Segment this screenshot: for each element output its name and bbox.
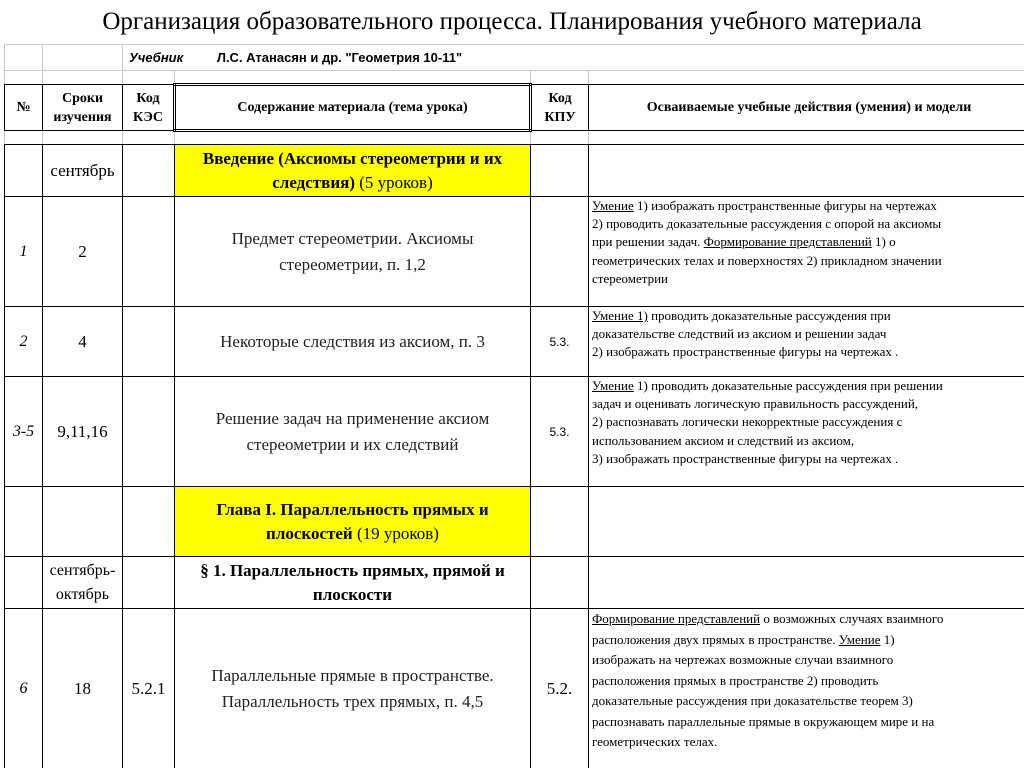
row-date: 2 bbox=[43, 197, 123, 307]
row-kpu: 5.2. bbox=[531, 609, 589, 768]
section-ch1-row bbox=[5, 487, 1024, 557]
row-date: 18 bbox=[43, 609, 123, 768]
section-intro-title: Введение (Аксиомы стереометрии и их следствия) (5 уроков) bbox=[175, 145, 531, 197]
section-intro-row bbox=[5, 145, 1024, 197]
spacer-row bbox=[5, 71, 1024, 85]
row-kpu: 5.3. bbox=[531, 307, 589, 377]
row-topic: Некоторые следствия из аксиом, п. 3 bbox=[175, 307, 531, 377]
textbook-label: Учебник bbox=[129, 49, 184, 65]
textbook-value: Л.С. Атанасян и др. "Геометрия 10-11" bbox=[216, 49, 463, 65]
row-skills: Умение 1) проводить доказательные рассуждения при решении задач и оценивать логическую правильность рассуждений, 2) распознавать логически некорректные рассуждения с использованием аксиом и следствий из аксиом, 3) изображать пространственные фигуры на чертежах . bbox=[589, 377, 1024, 487]
row-number: 2 bbox=[5, 307, 43, 377]
header-kpu: Код КПУ bbox=[531, 85, 589, 131]
row-skills: Формирование представлений о возможных случаях взаимного расположения двух прямых в пространстве. Умение 1) изображать на чертежах возможные случаи взаимного расположения прямых в пространстве 2) проводить доказательные рассуждения при доказательстве теорем 3) распознавать параллельные прямые в окружающем мире и на геометрических телах. bbox=[589, 609, 1024, 768]
header-skills: Осваиваемые учебные действия (умения) и модели bbox=[589, 85, 1024, 131]
spreadsheet bbox=[4, 44, 1024, 768]
header-kes: Код КЭС bbox=[123, 85, 175, 131]
slide-title: Организация образовательного процесса. Планирования учебного материала bbox=[102, 8, 922, 35]
row-number: 3-5 bbox=[5, 377, 43, 487]
row-topic: Параллельные прямые в пространстве. Параллельность трех прямых, п. 4,5 bbox=[175, 609, 531, 768]
row-skills: Умение 1) проводить доказательные рассуждения при доказательстве следствий из аксиом и решении задач 2) изображать пространственные фигуры на чертежах . bbox=[589, 307, 1024, 377]
row-number: 1 bbox=[5, 197, 43, 307]
header-dates: Сроки изучения bbox=[43, 85, 123, 131]
table-row bbox=[5, 307, 1024, 377]
row-kpu: 5.3. bbox=[531, 377, 589, 487]
section-p1-date: сентябрь- октябрь bbox=[43, 557, 123, 609]
textbook-row bbox=[5, 45, 1024, 71]
section-p1-title: § 1. Параллельность прямых, прямой и плоскости bbox=[175, 557, 531, 609]
planning-table bbox=[4, 44, 1024, 768]
section-p1-row bbox=[5, 557, 1024, 609]
row-date: 4 bbox=[43, 307, 123, 377]
row-kes: 5.2.1 bbox=[123, 609, 175, 768]
header-num: № bbox=[5, 85, 43, 131]
row-topic: Решение задач на применение аксиом стереометрии и их следствий bbox=[175, 377, 531, 487]
section-intro-date: сентябрь bbox=[43, 145, 123, 197]
section-ch1-title: Глава I. Параллельность прямых и плоскостей (19 уроков) bbox=[175, 487, 531, 557]
table-row bbox=[5, 609, 1024, 768]
table-row bbox=[5, 377, 1024, 487]
spacer-row bbox=[5, 131, 1024, 145]
row-skills: Умение 1) изображать пространственные фигуры на чертежах 2) проводить доказательные рассуждения с опорой на аксиомы при решении задач. Формирование представлений 1) о геометрических телах и поверхностях 2) прикладном значении стереометрии bbox=[589, 197, 1024, 307]
header-row bbox=[5, 85, 1024, 131]
row-topic: Предмет стереометрии. Аксиомы стереометрии, п. 1,2 bbox=[175, 197, 531, 307]
table-row bbox=[5, 197, 1024, 307]
header-content[interactable]: Содержание материала (тема урока) bbox=[175, 85, 531, 131]
row-number: 6 bbox=[5, 609, 43, 768]
row-date: 9,11,16 bbox=[43, 377, 123, 487]
